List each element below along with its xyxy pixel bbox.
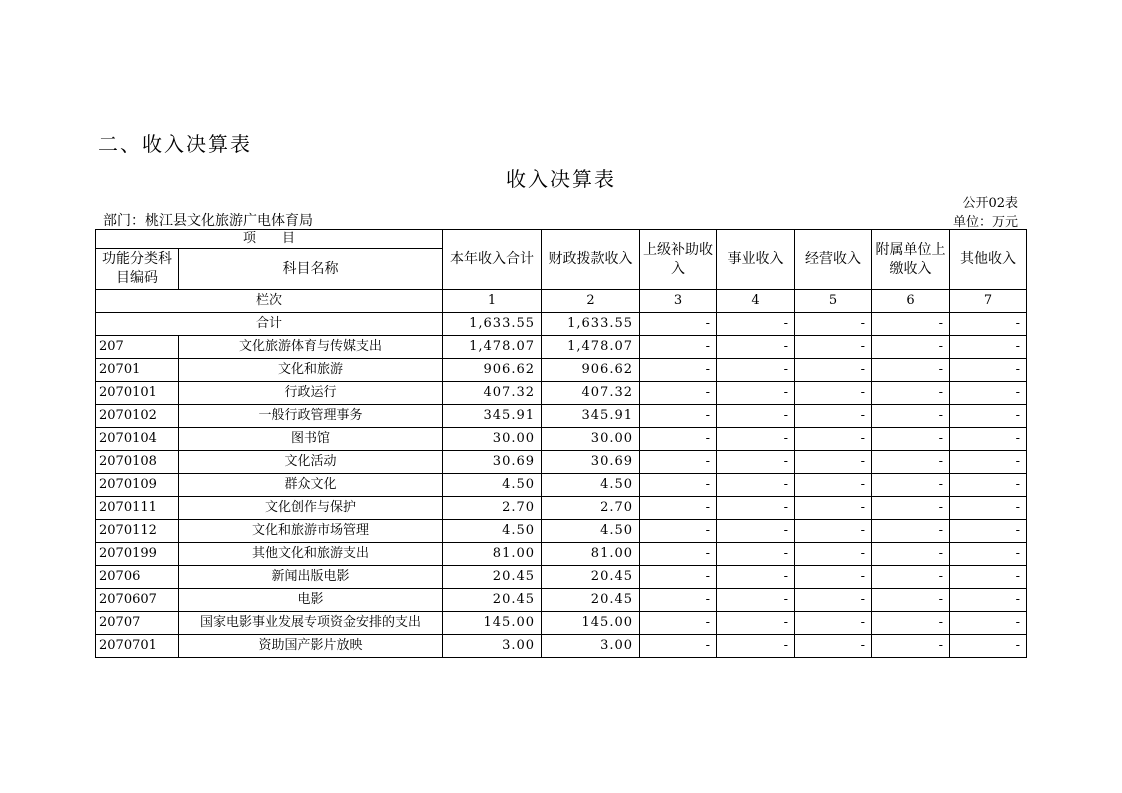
amount-cell: 4.50	[443, 474, 542, 497]
amount-cell: -	[950, 428, 1027, 451]
amount-cell: -	[795, 382, 872, 405]
department-label: 部门：桃江县文化旅游广电体育局	[103, 213, 313, 229]
subject-code: 20701	[96, 359, 179, 382]
header-row-1	[96, 230, 1027, 249]
amount-cell: -	[640, 336, 717, 359]
amount-cell: -	[717, 451, 795, 474]
table-row	[96, 497, 1027, 520]
form-number: 公开02表	[962, 196, 1018, 211]
amount-cell: -	[950, 566, 1027, 589]
business-income-header: 事业收入	[717, 230, 795, 290]
item-header: 项 目	[96, 230, 443, 249]
column-number-row	[96, 290, 1027, 313]
fiscal-allocation-header: 财政拨款收入	[542, 230, 640, 290]
amount-cell: 4.50	[443, 520, 542, 543]
amount-cell: -	[795, 451, 872, 474]
amount-cell: -	[795, 405, 872, 428]
amount-cell: -	[872, 612, 950, 635]
amount-cell: -	[717, 405, 795, 428]
amount-cell: -	[872, 451, 950, 474]
amount-cell: 906.62	[542, 359, 640, 382]
subject-name: 新闻出版电影	[179, 566, 443, 589]
subject-code: 2070199	[96, 543, 179, 566]
amount-cell: -	[640, 566, 717, 589]
amount-cell: -	[950, 451, 1027, 474]
amount-cell: 20.45	[542, 589, 640, 612]
amount-cell: 3.00	[542, 635, 640, 658]
section-title: 二、收入决算表	[98, 132, 252, 156]
amount-cell: -	[717, 543, 795, 566]
table-row	[96, 635, 1027, 658]
subject-code: 2070108	[96, 451, 179, 474]
amount-cell: -	[717, 336, 795, 359]
amount-cell: 20.45	[443, 566, 542, 589]
column-label: 栏次	[96, 290, 443, 313]
amount-cell: -	[950, 612, 1027, 635]
col-number: 2	[542, 290, 640, 313]
total-label: 合计	[96, 313, 443, 336]
amount-cell: -	[950, 405, 1027, 428]
amount-cell: -	[640, 451, 717, 474]
amount-cell: -	[872, 428, 950, 451]
subject-code: 2070112	[96, 520, 179, 543]
amount-cell: -	[950, 635, 1027, 658]
table-row	[96, 589, 1027, 612]
amount-cell: 345.91	[542, 405, 640, 428]
total-value: -	[795, 313, 872, 336]
amount-cell: 30.00	[443, 428, 542, 451]
amount-cell: -	[872, 474, 950, 497]
amount-cell: -	[795, 497, 872, 520]
total-value: 1,633.55	[443, 313, 542, 336]
col-number: 6	[872, 290, 950, 313]
table-row	[96, 336, 1027, 359]
subject-name: 国家电影事业发展专项资金安排的支出	[179, 612, 443, 635]
table-row	[96, 451, 1027, 474]
amount-cell: 3.00	[443, 635, 542, 658]
subject-code: 2070104	[96, 428, 179, 451]
subject-name: 文化活动	[179, 451, 443, 474]
amount-cell: 20.45	[443, 589, 542, 612]
subject-code: 20707	[96, 612, 179, 635]
table-row	[96, 405, 1027, 428]
amount-cell: -	[872, 405, 950, 428]
amount-cell: 1,478.07	[443, 336, 542, 359]
subject-code: 2070701	[96, 635, 179, 658]
amount-cell: -	[872, 566, 950, 589]
amount-cell: 4.50	[542, 474, 640, 497]
amount-cell: -	[872, 382, 950, 405]
amount-cell: -	[640, 520, 717, 543]
amount-cell: -	[950, 474, 1027, 497]
subject-name: 群众文化	[179, 474, 443, 497]
subject-code: 2070607	[96, 589, 179, 612]
total-row	[96, 313, 1027, 336]
col-number: 4	[717, 290, 795, 313]
col-number: 3	[640, 290, 717, 313]
subject-name: 文化和旅游	[179, 359, 443, 382]
amount-cell: -	[950, 589, 1027, 612]
table-row	[96, 474, 1027, 497]
amount-cell: -	[640, 612, 717, 635]
subject-name: 其他文化和旅游支出	[179, 543, 443, 566]
amount-cell: 81.00	[542, 543, 640, 566]
amount-cell: -	[717, 635, 795, 658]
superior-subsidy-header: 上级补助收入	[640, 230, 717, 290]
total-income-header: 本年收入合计	[443, 230, 542, 290]
amount-cell: -	[640, 497, 717, 520]
subject-name-header: 科目名称	[179, 249, 443, 290]
amount-cell: -	[717, 612, 795, 635]
amount-cell: 30.69	[443, 451, 542, 474]
amount-cell: -	[640, 359, 717, 382]
subject-code: 2070109	[96, 474, 179, 497]
amount-cell: -	[717, 566, 795, 589]
amount-cell: -	[950, 520, 1027, 543]
amount-cell: -	[872, 336, 950, 359]
amount-cell: -	[717, 382, 795, 405]
subject-code: 207	[96, 336, 179, 359]
subject-name: 资助国产影片放映	[179, 635, 443, 658]
col-number: 5	[795, 290, 872, 313]
amount-cell: -	[795, 359, 872, 382]
col-number: 1	[443, 290, 542, 313]
amount-cell: -	[717, 474, 795, 497]
amount-cell: -	[640, 428, 717, 451]
amount-cell: -	[717, 359, 795, 382]
total-value: -	[717, 313, 795, 336]
amount-cell: -	[795, 543, 872, 566]
amount-cell: -	[872, 589, 950, 612]
amount-cell: -	[640, 474, 717, 497]
subject-name: 电影	[179, 589, 443, 612]
subject-name: 一般行政管理事务	[179, 405, 443, 428]
amount-cell: 4.50	[542, 520, 640, 543]
table-row	[96, 428, 1027, 451]
amount-cell: 81.00	[443, 543, 542, 566]
amount-cell: 30.00	[542, 428, 640, 451]
subject-name: 文化和旅游市场管理	[179, 520, 443, 543]
amount-cell: -	[795, 428, 872, 451]
table-row	[96, 612, 1027, 635]
table-row	[96, 520, 1027, 543]
amount-cell: -	[795, 566, 872, 589]
other-income-header: 其他收入	[950, 230, 1027, 290]
amount-cell: 145.00	[443, 612, 542, 635]
amount-cell: 30.69	[542, 451, 640, 474]
amount-cell: -	[640, 589, 717, 612]
amount-cell: 906.62	[443, 359, 542, 382]
amount-cell: 20.45	[542, 566, 640, 589]
amount-cell: -	[795, 612, 872, 635]
amount-cell: -	[717, 497, 795, 520]
table-title: 收入决算表	[506, 167, 616, 191]
unit-label: 单位：万元	[952, 215, 1018, 230]
amount-cell: 2.70	[443, 497, 542, 520]
amount-cell: -	[950, 336, 1027, 359]
amount-cell: -	[950, 382, 1027, 405]
income-table	[95, 229, 1027, 658]
amount-cell: 345.91	[443, 405, 542, 428]
amount-cell: -	[872, 359, 950, 382]
affiliated-income-header: 附属单位上缴收入	[872, 230, 950, 290]
subject-name: 文化旅游体育与传媒支出	[179, 336, 443, 359]
amount-cell: 145.00	[542, 612, 640, 635]
amount-cell: -	[640, 635, 717, 658]
amount-cell: -	[872, 635, 950, 658]
amount-cell: -	[640, 405, 717, 428]
col-number: 7	[950, 290, 1027, 313]
operating-income-header: 经营收入	[795, 230, 872, 290]
amount-cell: 407.32	[542, 382, 640, 405]
total-value: -	[640, 313, 717, 336]
table-row	[96, 359, 1027, 382]
amount-cell: -	[950, 497, 1027, 520]
amount-cell: -	[795, 635, 872, 658]
table-row	[96, 543, 1027, 566]
table-row	[96, 382, 1027, 405]
amount-cell: 2.70	[542, 497, 640, 520]
func-code-header: 功能分类科目编码	[96, 249, 179, 290]
table-row	[96, 566, 1027, 589]
subject-code: 20706	[96, 566, 179, 589]
subject-name: 行政运行	[179, 382, 443, 405]
amount-cell: -	[872, 520, 950, 543]
amount-cell: -	[640, 543, 717, 566]
total-value: 1,633.55	[542, 313, 640, 336]
amount-cell: -	[717, 589, 795, 612]
amount-cell: -	[872, 543, 950, 566]
amount-cell: -	[872, 497, 950, 520]
amount-cell: 1,478.07	[542, 336, 640, 359]
amount-cell: -	[950, 543, 1027, 566]
total-value: -	[950, 313, 1027, 336]
amount-cell: -	[640, 382, 717, 405]
amount-cell: -	[795, 474, 872, 497]
amount-cell: -	[795, 336, 872, 359]
amount-cell: -	[717, 520, 795, 543]
subject-name: 文化创作与保护	[179, 497, 443, 520]
amount-cell: -	[950, 359, 1027, 382]
total-value: -	[872, 313, 950, 336]
amount-cell: -	[795, 520, 872, 543]
amount-cell: 407.32	[443, 382, 542, 405]
subject-name: 图书馆	[179, 428, 443, 451]
subject-code: 2070102	[96, 405, 179, 428]
subject-code: 2070111	[96, 497, 179, 520]
amount-cell: -	[717, 428, 795, 451]
amount-cell: -	[795, 589, 872, 612]
subject-code: 2070101	[96, 382, 179, 405]
